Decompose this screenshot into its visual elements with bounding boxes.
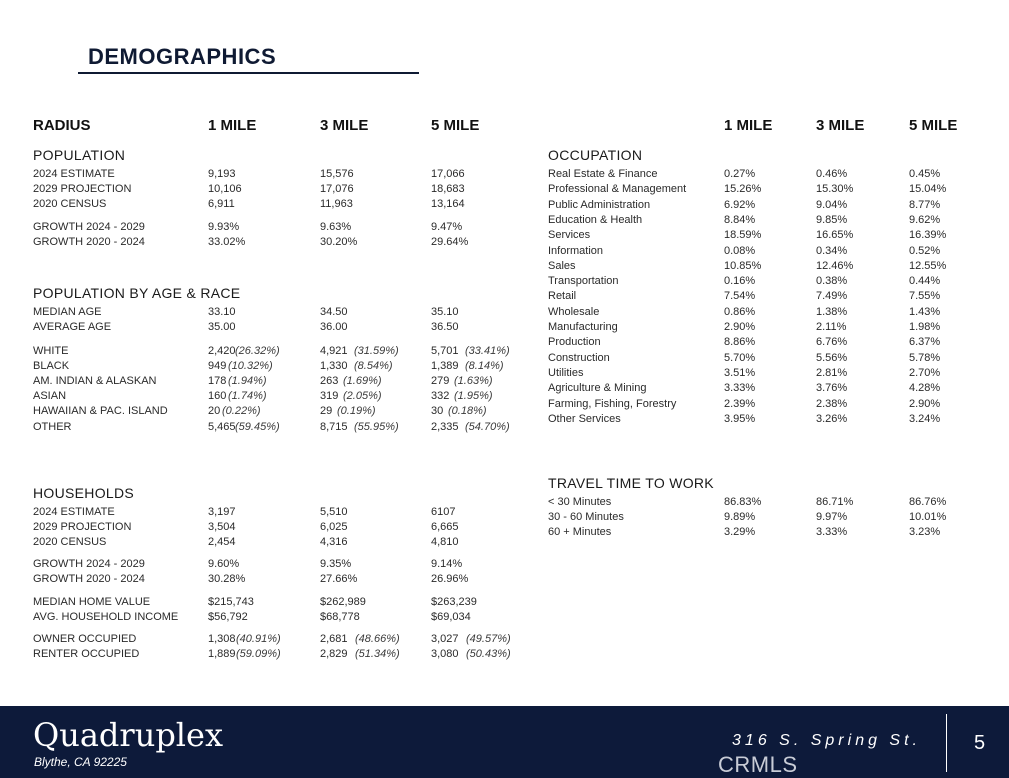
occupation-row bbox=[0, 260, 1009, 275]
occupation-row bbox=[0, 321, 1009, 336]
row-label: AVG. HOUSEHOLD INCOME bbox=[33, 611, 179, 623]
section-age-race: POPULATION BY AGE & RACE bbox=[33, 285, 241, 301]
value-1-mile: 2,454 bbox=[208, 536, 236, 548]
row-label: Information bbox=[548, 244, 604, 257]
value-5-mile: 10.01% bbox=[909, 511, 947, 523]
pct-1-mile: (26.32%) bbox=[235, 345, 280, 357]
value-3-mile: 9.85% bbox=[816, 213, 848, 226]
value-3-mile: 4,921 bbox=[320, 345, 348, 357]
pct-3-mile: (8.54%) bbox=[354, 360, 393, 372]
household-row bbox=[0, 611, 1009, 626]
value-1-mile: 6,911 bbox=[208, 198, 235, 210]
value-1-mile: 2.90% bbox=[724, 321, 756, 333]
value-5-mile: 2,335 bbox=[431, 421, 459, 433]
value-1-mile: 6.92% bbox=[724, 198, 756, 211]
pct-3-mile: (48.66%) bbox=[355, 633, 400, 645]
value-5-mile: 1.43% bbox=[909, 305, 941, 318]
occupation-row bbox=[0, 275, 1009, 290]
row-label: Wholesale bbox=[548, 305, 600, 318]
value-5-mile: 9.47% bbox=[431, 221, 463, 233]
pct-1-mile: (0.22%) bbox=[222, 405, 261, 417]
value-3-mile: 4,316 bbox=[320, 536, 348, 548]
row-label: 30 - 60 Minutes bbox=[548, 511, 624, 523]
header-radius: RADIUS bbox=[33, 117, 91, 134]
value-1-mile: 2.39% bbox=[724, 397, 756, 410]
row-label: GROWTH 2024 - 2029 bbox=[33, 558, 145, 570]
value-3-mile: 15.30% bbox=[816, 183, 854, 196]
pct-1-mile: (40.91%) bbox=[236, 633, 281, 645]
section-population: POPULATION bbox=[33, 147, 126, 163]
value-5-mile: 5.78% bbox=[909, 351, 941, 364]
value-1-mile: 0.16% bbox=[724, 275, 756, 288]
pct-3-mile: (31.59%) bbox=[354, 345, 399, 357]
occupation-row bbox=[0, 382, 1009, 397]
value-3-mile: 9.97% bbox=[816, 511, 848, 523]
value-1-mile: $56,792 bbox=[208, 611, 248, 623]
value-3-mile: 2,681 bbox=[320, 633, 348, 645]
value-5-mile: 3,027 bbox=[431, 633, 459, 645]
row-label: AVERAGE AGE bbox=[33, 321, 112, 333]
value-1-mile: 949 bbox=[208, 360, 227, 372]
value-3-mile: 27.66% bbox=[320, 573, 358, 585]
page-number: 5 bbox=[974, 732, 986, 754]
travel-row bbox=[0, 511, 1009, 526]
value-1-mile: 8.84% bbox=[724, 213, 756, 226]
header-1-mile: 1 MILE bbox=[208, 117, 257, 134]
pct-3-mile: (1.69%) bbox=[343, 375, 382, 387]
value-3-mile: 6.76% bbox=[816, 336, 848, 349]
value-3-mile: 6,025 bbox=[320, 521, 348, 533]
row-label: Other Services bbox=[548, 412, 621, 425]
value-3-mile: 86.71% bbox=[816, 496, 854, 508]
occupation-row bbox=[0, 245, 1009, 260]
value-1-mile: 3.33% bbox=[724, 382, 756, 395]
header-right-1-mile: 1 MILE bbox=[724, 117, 773, 134]
value-3-mile: 319 bbox=[320, 390, 339, 402]
pct-3-mile: (2.05%) bbox=[343, 390, 382, 402]
occupation-row bbox=[0, 168, 1009, 183]
value-3-mile: 36.00 bbox=[320, 321, 348, 333]
pct-5-mile: (33.41%) bbox=[465, 345, 510, 357]
brand-name: Quadruplex bbox=[33, 716, 224, 754]
occupation-row bbox=[0, 229, 1009, 244]
value-3-mile: $68,778 bbox=[320, 611, 360, 623]
value-5-mile: 36.50 bbox=[431, 321, 459, 333]
pct-1-mile: (10.32%) bbox=[228, 360, 273, 372]
value-5-mile: 0.44% bbox=[909, 275, 941, 288]
occupation-row bbox=[0, 398, 1009, 413]
row-label: Manufacturing bbox=[548, 321, 618, 333]
row-label: Retail bbox=[548, 290, 577, 303]
value-1-mile: 3.95% bbox=[724, 412, 756, 425]
value-5-mile: 3.24% bbox=[909, 412, 941, 425]
row-label: ASIAN bbox=[33, 390, 67, 402]
header-3-mile: 3 MILE bbox=[320, 117, 369, 134]
row-label: 2024 ESTIMATE bbox=[33, 506, 115, 518]
value-5-mile: 1.98% bbox=[909, 321, 941, 333]
property-address: 316 S. Spring St. bbox=[732, 732, 921, 749]
value-3-mile: 8,715 bbox=[320, 421, 348, 433]
row-label: Agriculture & Mining bbox=[548, 382, 647, 395]
value-3-mile: 15,576 bbox=[320, 168, 354, 180]
row-label: Farming, Fishing, Forestry bbox=[548, 397, 677, 410]
value-5-mile: 13,164 bbox=[431, 198, 465, 210]
row-label: 2020 CENSUS bbox=[33, 536, 107, 548]
row-label: OWNER OCCUPIED bbox=[33, 633, 137, 645]
household-row bbox=[0, 573, 1009, 588]
value-5-mile: 3,080 bbox=[431, 648, 459, 660]
value-3-mile: 3.26% bbox=[816, 412, 848, 425]
value-5-mile: 9.14% bbox=[431, 558, 463, 570]
value-3-mile: 263 bbox=[320, 375, 339, 387]
value-5-mile: 29.64% bbox=[431, 236, 469, 248]
pct-5-mile: (54.70%) bbox=[465, 421, 510, 433]
value-3-mile: 9.04% bbox=[816, 198, 848, 211]
row-label: Real Estate & Finance bbox=[548, 168, 658, 180]
value-3-mile: 2,829 bbox=[320, 648, 348, 660]
row-label: GROWTH 2020 - 2024 bbox=[33, 236, 145, 248]
value-5-mile: 1,389 bbox=[431, 360, 459, 372]
row-label: Construction bbox=[548, 351, 610, 364]
row-label: GROWTH 2020 - 2024 bbox=[33, 573, 145, 585]
row-label: MEDIAN HOME VALUE bbox=[33, 596, 151, 608]
value-1-mile: 33.10 bbox=[208, 306, 236, 318]
value-1-mile: 35.00 bbox=[208, 321, 236, 333]
occupation-row bbox=[0, 199, 1009, 214]
value-3-mile: 30.20% bbox=[320, 236, 358, 248]
value-5-mile: 4.28% bbox=[909, 382, 941, 395]
pct-3-mile: (55.95%) bbox=[354, 421, 399, 433]
value-3-mile: 5.56% bbox=[816, 351, 848, 364]
value-3-mile: 9.63% bbox=[320, 221, 352, 233]
footer-divider bbox=[946, 714, 947, 772]
value-1-mile: 3.51% bbox=[724, 366, 756, 379]
brand-location: Blythe, CA 92225 bbox=[34, 755, 127, 769]
section-occupation: OCCUPATION bbox=[548, 147, 643, 163]
row-label: AM. INDIAN & ALASKAN bbox=[33, 375, 157, 387]
occupation-row bbox=[0, 352, 1009, 367]
value-5-mile: $263,239 bbox=[431, 596, 477, 608]
value-1-mile: 30.28% bbox=[208, 573, 246, 585]
value-1-mile: 86.83% bbox=[724, 496, 762, 508]
value-1-mile: 18.59% bbox=[724, 229, 762, 242]
value-1-mile: 0.08% bbox=[724, 244, 756, 257]
pct-1-mile: (1.74%) bbox=[228, 390, 267, 402]
row-label: 2029 PROJECTION bbox=[33, 183, 132, 195]
row-label: MEDIAN AGE bbox=[33, 306, 102, 318]
value-1-mile: 15.26% bbox=[724, 183, 762, 196]
pct-5-mile: (1.95%) bbox=[454, 390, 493, 402]
value-5-mile: 12.55% bbox=[909, 259, 947, 272]
value-3-mile: 2.11% bbox=[816, 321, 847, 333]
value-3-mile: 16.65% bbox=[816, 229, 854, 242]
occupation-row bbox=[0, 367, 1009, 382]
value-5-mile: 5,701 bbox=[431, 345, 459, 357]
occupation-row bbox=[0, 183, 1009, 198]
value-5-mile: 3.23% bbox=[909, 526, 941, 538]
value-5-mile: 0.45% bbox=[909, 168, 941, 180]
value-5-mile: 86.76% bbox=[909, 496, 947, 508]
value-1-mile: 9.89% bbox=[724, 511, 756, 523]
value-3-mile: 29 bbox=[320, 405, 333, 417]
value-5-mile: 26.96% bbox=[431, 573, 469, 585]
row-label: 2020 CENSUS bbox=[33, 198, 107, 210]
value-5-mile: 9.62% bbox=[909, 213, 941, 226]
occupation-row bbox=[0, 336, 1009, 351]
row-label: < 30 Minutes bbox=[548, 496, 612, 508]
row-label: RENTER OCCUPIED bbox=[33, 648, 140, 660]
value-5-mile: 332 bbox=[431, 390, 450, 402]
value-1-mile: 1,889 bbox=[208, 648, 236, 660]
watermark: CRMLS bbox=[718, 752, 798, 777]
value-1-mile: 2,420 bbox=[208, 345, 236, 357]
value-1-mile: 0.27% bbox=[724, 168, 756, 180]
row-label: Production bbox=[548, 336, 601, 349]
value-3-mile: 11,963 bbox=[320, 198, 353, 210]
value-3-mile: 0.46% bbox=[816, 168, 848, 180]
value-1-mile: 7.54% bbox=[724, 290, 756, 303]
value-5-mile: 279 bbox=[431, 375, 450, 387]
row-label: Transportation bbox=[548, 275, 619, 288]
value-5-mile: $69,034 bbox=[431, 611, 471, 623]
value-1-mile: 160 bbox=[208, 390, 227, 402]
value-1-mile: 5.70% bbox=[724, 351, 756, 364]
occupancy-row bbox=[0, 633, 1009, 648]
value-3-mile: 2.38% bbox=[816, 397, 848, 410]
pct-5-mile: (50.43%) bbox=[466, 648, 511, 660]
value-1-mile: 0.86% bbox=[724, 305, 756, 318]
value-5-mile: 6.37% bbox=[909, 336, 941, 349]
occupation-row bbox=[0, 290, 1009, 305]
row-label: Education & Health bbox=[548, 213, 643, 226]
page-title: DEMOGRAPHICS bbox=[88, 44, 277, 69]
travel-row bbox=[0, 496, 1009, 511]
value-5-mile: 8.77% bbox=[909, 198, 941, 211]
value-5-mile: 30 bbox=[431, 405, 444, 417]
section-households: HOUSEHOLDS bbox=[33, 485, 135, 501]
value-5-mile: 4,810 bbox=[431, 536, 459, 548]
value-3-mile: 2.81% bbox=[816, 366, 848, 379]
row-label: Professional & Management bbox=[548, 183, 687, 196]
pct-1-mile: (1.94%) bbox=[228, 375, 267, 387]
value-1-mile: $215,743 bbox=[208, 596, 254, 608]
pct-5-mile: (49.57%) bbox=[466, 633, 511, 645]
value-5-mile: 18,683 bbox=[431, 183, 465, 195]
household-row bbox=[0, 558, 1009, 573]
section-travel-time: TRAVEL TIME TO WORK bbox=[548, 475, 714, 491]
value-3-mile: 1,330 bbox=[320, 360, 348, 372]
value-1-mile: 178 bbox=[208, 375, 227, 387]
value-3-mile: 9.35% bbox=[320, 558, 352, 570]
pct-5-mile: (0.18%) bbox=[448, 405, 487, 417]
row-label: Sales bbox=[548, 259, 576, 272]
pct-5-mile: (1.63%) bbox=[454, 375, 493, 387]
header-right-5-mile: 5 MILE bbox=[909, 117, 958, 134]
title-underline bbox=[78, 72, 419, 74]
value-5-mile: 6,665 bbox=[431, 521, 459, 533]
value-1-mile: 9,193 bbox=[208, 168, 236, 180]
travel-row bbox=[0, 526, 1009, 541]
pct-5-mile: (8.14%) bbox=[465, 360, 504, 372]
value-1-mile: 20 bbox=[208, 405, 221, 417]
value-3-mile: 0.34% bbox=[816, 244, 848, 257]
value-5-mile: 15.04% bbox=[909, 183, 947, 196]
value-3-mile: 7.49% bbox=[816, 290, 848, 303]
value-1-mile: 1,308 bbox=[208, 633, 236, 645]
header-5-mile: 5 MILE bbox=[431, 117, 480, 134]
row-label: 2029 PROJECTION bbox=[33, 521, 132, 533]
value-1-mile: 5,465 bbox=[208, 421, 236, 433]
header-right-3-mile: 3 MILE bbox=[816, 117, 865, 134]
pct-3-mile: (0.19%) bbox=[337, 405, 376, 417]
value-3-mile: 0.38% bbox=[816, 275, 848, 288]
value-5-mile: 2.70% bbox=[909, 366, 941, 379]
value-3-mile: 34.50 bbox=[320, 306, 348, 318]
value-1-mile: 8.86% bbox=[724, 336, 756, 349]
value-1-mile: 10,106 bbox=[208, 183, 242, 195]
value-5-mile: 6107 bbox=[431, 506, 456, 518]
value-3-mile: 12.46% bbox=[816, 259, 854, 272]
value-1-mile: 3.29% bbox=[724, 526, 756, 538]
value-5-mile: 35.10 bbox=[431, 306, 459, 318]
pct-1-mile: (59.45%) bbox=[235, 421, 280, 433]
value-1-mile: 9.93% bbox=[208, 221, 240, 233]
value-3-mile: 17,076 bbox=[320, 183, 354, 195]
occupation-row bbox=[0, 306, 1009, 321]
value-1-mile: 3,504 bbox=[208, 521, 236, 533]
row-label: 2024 ESTIMATE bbox=[33, 168, 115, 180]
value-5-mile: 16.39% bbox=[909, 229, 947, 242]
value-1-mile: 9.60% bbox=[208, 558, 240, 570]
pct-1-mile: (59.09%) bbox=[236, 648, 281, 660]
value-5-mile: 17,066 bbox=[431, 168, 465, 180]
occupation-row bbox=[0, 214, 1009, 229]
row-label: Utilities bbox=[548, 366, 584, 379]
household-row bbox=[0, 596, 1009, 611]
row-label: GROWTH 2024 - 2029 bbox=[33, 221, 145, 233]
row-label: Public Administration bbox=[548, 198, 651, 211]
value-3-mile: 1.38% bbox=[816, 305, 848, 318]
value-1-mile: 3,197 bbox=[208, 506, 236, 518]
row-label: OTHER bbox=[33, 421, 72, 433]
value-1-mile: 10.85% bbox=[724, 259, 762, 272]
value-3-mile: $262,989 bbox=[320, 596, 366, 608]
row-label: WHITE bbox=[33, 345, 69, 357]
occupation-row bbox=[0, 413, 1009, 428]
pct-3-mile: (51.34%) bbox=[355, 648, 400, 660]
value-5-mile: 7.55% bbox=[909, 290, 941, 303]
occupancy-row bbox=[0, 648, 1009, 663]
row-label: 60 + Minutes bbox=[548, 526, 612, 538]
value-3-mile: 5,510 bbox=[320, 506, 348, 518]
value-1-mile: 33.02% bbox=[208, 236, 246, 248]
row-label: Services bbox=[548, 229, 591, 242]
value-3-mile: 3.76% bbox=[816, 382, 848, 395]
value-5-mile: 0.52% bbox=[909, 244, 941, 257]
row-label: HAWAIIAN & PAC. ISLAND bbox=[33, 405, 168, 417]
value-5-mile: 2.90% bbox=[909, 397, 941, 410]
row-label: BLACK bbox=[33, 360, 70, 372]
value-3-mile: 3.33% bbox=[816, 526, 848, 538]
